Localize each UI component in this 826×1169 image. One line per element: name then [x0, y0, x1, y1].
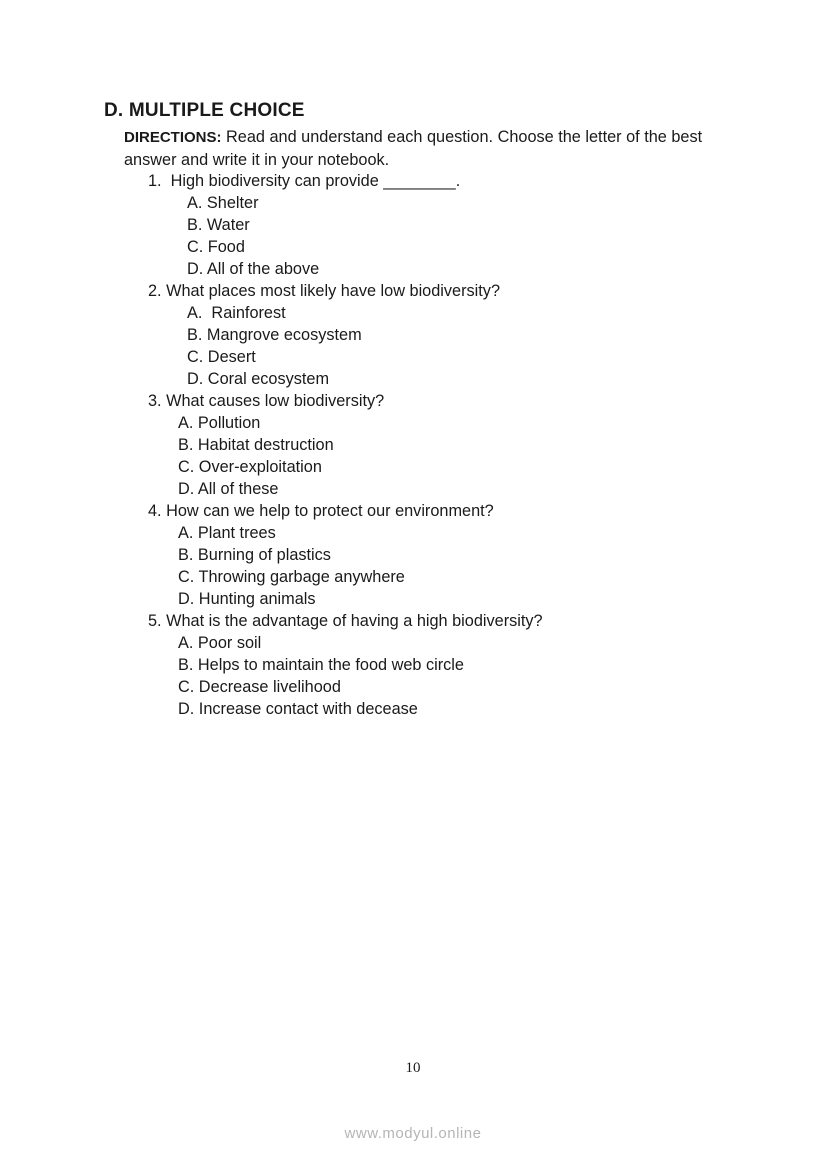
page-number: 10	[405, 1060, 421, 1076]
answer-option: C. Desert	[187, 348, 256, 366]
answer-option: C. Decrease livelihood	[178, 678, 341, 696]
directions	[124, 126, 724, 171]
question-3	[148, 390, 543, 500]
question-stem: 4. How can we help to protect our environment?	[148, 502, 494, 520]
answer-option: D. All of these	[178, 480, 279, 498]
answer-option: C. Over-exploitation	[178, 458, 322, 476]
answer-option: D. All of the above	[187, 260, 320, 278]
answer-option: A. Pollution	[178, 414, 261, 432]
section-title: D. MULTIPLE CHOICE	[104, 100, 305, 121]
question-1	[148, 170, 543, 280]
question-list	[148, 170, 543, 720]
answer-option: C. Throwing garbage anywhere	[178, 568, 405, 586]
answer-option: B. Habitat destruction	[178, 436, 334, 454]
answer-option: A. Rainforest	[187, 304, 286, 322]
question-stem: 3. What causes low biodiversity?	[148, 392, 385, 410]
answer-option: A. Poor soil	[178, 634, 262, 652]
directions-text: Read and understand each question. Choose the letter of the best answer and write it in your notebook.	[124, 128, 703, 169]
question-4	[148, 500, 543, 610]
answer-option: B. Helps to maintain the food web circle	[178, 656, 464, 674]
answer-option: C. Food	[187, 238, 245, 256]
question-5	[148, 610, 543, 720]
answer-option: D. Hunting animals	[178, 590, 316, 608]
question-stem: 2. What places most likely have low biodiversity?	[148, 282, 501, 300]
directions-label: DIRECTIONS:	[124, 129, 222, 146]
answer-option: B. Burning of plastics	[178, 546, 331, 564]
answer-option: A. Shelter	[187, 194, 259, 212]
question-2	[148, 280, 543, 390]
question-stem: 5. What is the advantage of having a high biodiversity?	[148, 612, 543, 630]
answer-option: A. Plant trees	[178, 524, 276, 542]
question-stem: 1. High biodiversity can provide ________.	[148, 172, 461, 190]
answer-option: B. Mangrove ecosystem	[187, 326, 362, 344]
answer-option: B. Water	[187, 216, 250, 234]
answer-option: D. Increase contact with decease	[178, 700, 418, 718]
watermark: www.modyul.online	[344, 1125, 482, 1142]
answer-option: D. Coral ecosystem	[187, 370, 330, 388]
